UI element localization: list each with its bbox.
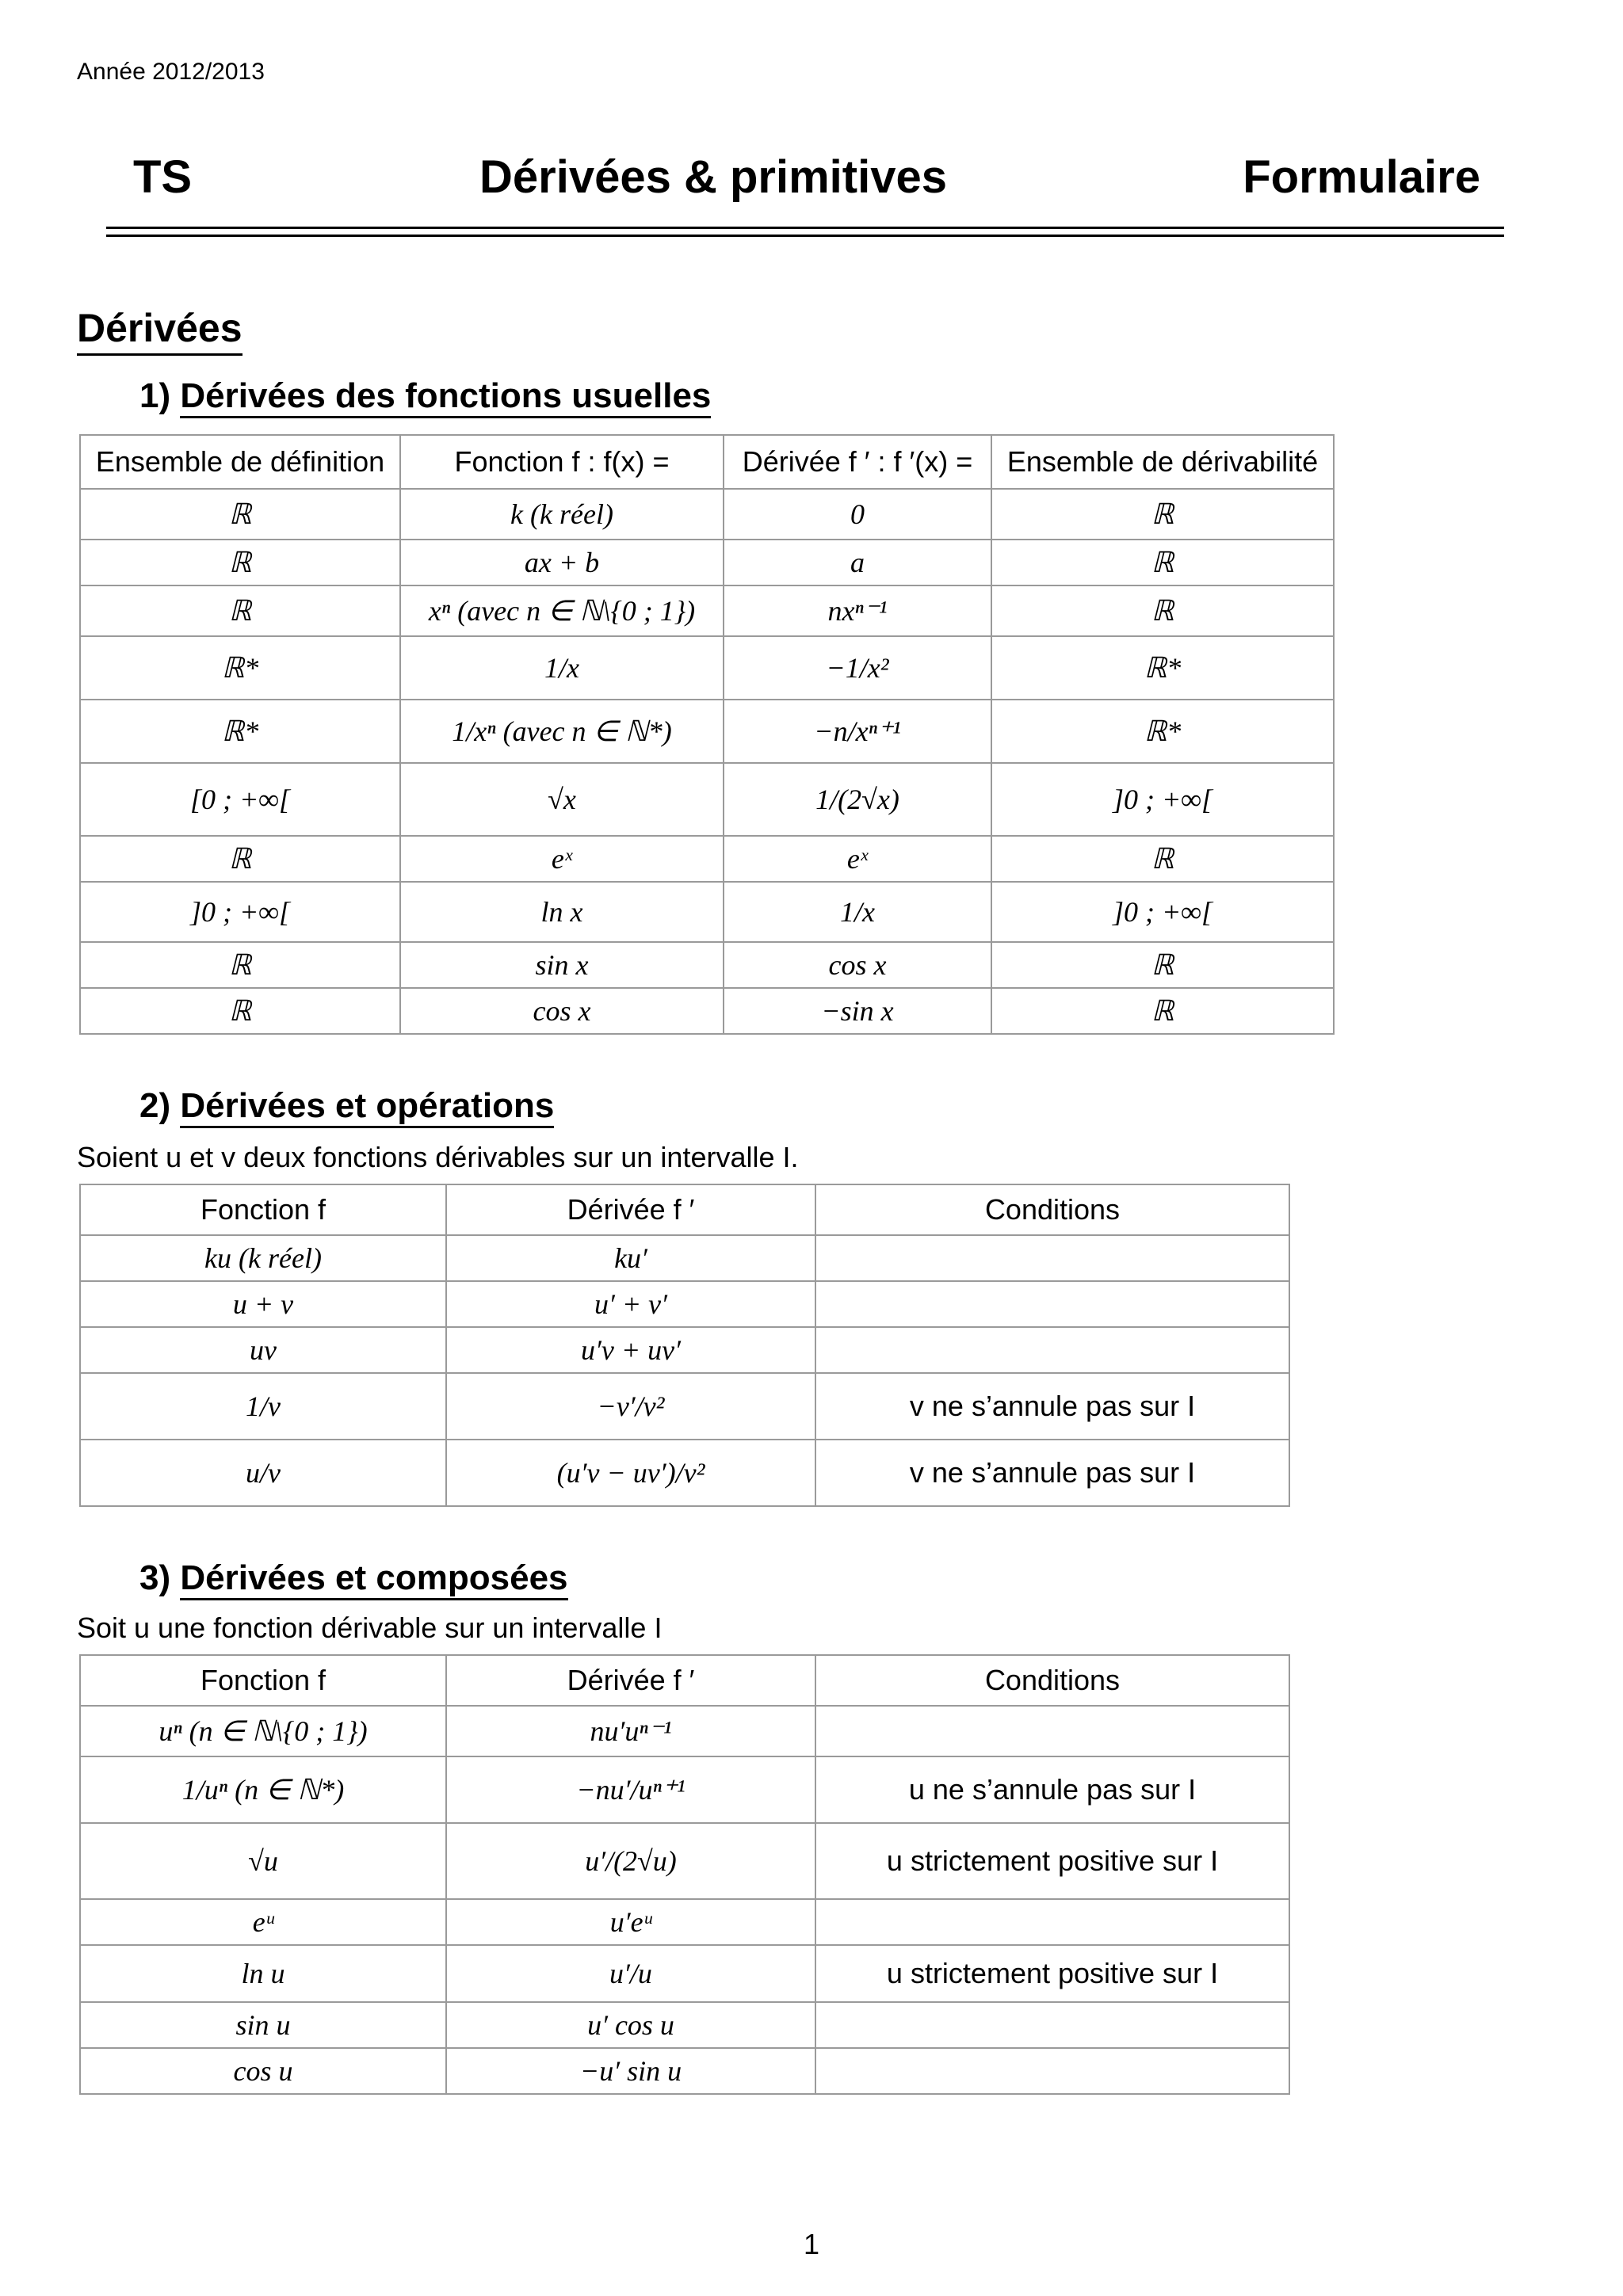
table-cell: eˣ xyxy=(400,836,724,882)
table-cell: 1/uⁿ (n ∈ ℕ*) xyxy=(80,1756,446,1823)
table-cell: 1/v xyxy=(80,1373,446,1440)
table-cell: ℝ* xyxy=(991,636,1334,700)
table-row xyxy=(80,489,1334,540)
column-header: Ensemble de définition xyxy=(80,435,400,489)
table-row xyxy=(80,1327,1289,1373)
table-cell: 0 xyxy=(724,489,991,540)
subsection-2-heading xyxy=(139,1085,554,1127)
column-header: Dérivée f ′ xyxy=(446,1655,815,1706)
table-cell: ℝ* xyxy=(80,636,400,700)
table-cell xyxy=(815,1281,1289,1327)
table-row xyxy=(80,1235,1289,1281)
column-header: Fonction f xyxy=(80,1655,446,1706)
table-cell: u′v + uv′ xyxy=(446,1327,815,1373)
table-cell: [0 ; +∞[ xyxy=(80,763,400,836)
table-cell: 1/x xyxy=(724,882,991,942)
column-header: Conditions xyxy=(815,1655,1289,1706)
table-row xyxy=(80,540,1334,585)
page-number: 1 xyxy=(803,2228,820,2260)
table-cell: ]0 ; +∞[ xyxy=(991,763,1334,836)
subsection-title: Dérivées et opérations xyxy=(180,1086,554,1128)
table-cell: 1/x xyxy=(400,636,724,700)
table-row xyxy=(80,836,1334,882)
subsection-number: 3) xyxy=(139,1558,171,1597)
table-cell xyxy=(815,1899,1289,1945)
table-cell: √x xyxy=(400,763,724,836)
table-cell xyxy=(815,1327,1289,1373)
table-cell: u strictement positive sur I xyxy=(815,1823,1289,1899)
table-cell: ℝ xyxy=(991,836,1334,882)
column-header: Ensemble de dérivabilité xyxy=(991,435,1334,489)
table-cell xyxy=(815,2002,1289,2048)
table-cell: ]0 ; +∞[ xyxy=(80,882,400,942)
table-row xyxy=(80,636,1334,700)
table-cell: −1/x² xyxy=(724,636,991,700)
table-row xyxy=(80,1899,1289,1945)
column-header: Dérivée f ′ xyxy=(446,1184,815,1235)
table-cell: cos x xyxy=(400,988,724,1034)
year-label: Année 2012/2013 xyxy=(77,59,265,85)
table-cell: sin x xyxy=(400,942,724,988)
subsection-title: Dérivées des fonctions usuelles xyxy=(180,376,711,418)
table-row xyxy=(80,1823,1289,1899)
page-title: Dérivées & primitives xyxy=(479,151,947,203)
column-header: Fonction f : f(x) = xyxy=(400,435,724,489)
table-cell: a xyxy=(724,540,991,585)
table-cell: ℝ xyxy=(80,988,400,1034)
subsection-number: 1) xyxy=(139,376,171,415)
table-row xyxy=(80,2048,1289,2094)
table-row xyxy=(80,942,1334,988)
table-cell: (u′v − uv′)/v² xyxy=(446,1440,815,1506)
table-cell: ln u xyxy=(80,1945,446,2002)
table-row xyxy=(80,1281,1289,1327)
table-header-row xyxy=(80,1655,1289,1706)
table-cell: u/v xyxy=(80,1440,446,1506)
table-cell: ku′ xyxy=(446,1235,815,1281)
intro-text: Soient u et v deux fonctions dérivables sur un intervalle I. xyxy=(77,1141,799,1173)
table-cell xyxy=(815,2048,1289,2094)
table-cell: ]0 ; +∞[ xyxy=(991,882,1334,942)
table-cell: eᵘ xyxy=(80,1899,446,1945)
subsection-number: 2) xyxy=(139,1086,171,1125)
table-cell: ℝ xyxy=(80,942,400,988)
table-cell: u′/(2√u) xyxy=(446,1823,815,1899)
table-cell: −nu′/uⁿ⁺¹ xyxy=(446,1756,815,1823)
table-row xyxy=(80,763,1334,836)
column-header: Fonction f xyxy=(80,1184,446,1235)
table-cell: u ne s’annule pas sur I xyxy=(815,1756,1289,1823)
table-cell: uv xyxy=(80,1327,446,1373)
column-header: Dérivée f ′ : f ′(x) = xyxy=(724,435,991,489)
operations-table xyxy=(79,1184,1290,1507)
table-cell xyxy=(815,1235,1289,1281)
intro-text: Soit u une fonction dérivable sur un intervalle I xyxy=(77,1611,663,1644)
table-cell: ℝ xyxy=(80,489,400,540)
class-label: TS xyxy=(133,151,193,203)
table-cell: −v′/v² xyxy=(446,1373,815,1440)
usual-derivatives-table xyxy=(79,434,1335,1035)
header-rule xyxy=(106,227,1504,229)
table-cell: −n/xⁿ⁺¹ xyxy=(724,700,991,763)
table-row xyxy=(80,882,1334,942)
table-cell: uⁿ (n ∈ ℕ\{0 ; 1}) xyxy=(80,1706,446,1756)
table-cell xyxy=(815,1706,1289,1756)
table-row xyxy=(80,1706,1289,1756)
table-cell: v ne s’annule pas sur I xyxy=(815,1373,1289,1440)
table-row xyxy=(80,700,1334,763)
section-title: Dérivées xyxy=(77,306,242,356)
table-cell: u′ + v′ xyxy=(446,1281,815,1327)
table-cell: ln x xyxy=(400,882,724,942)
table-cell: u′/u xyxy=(446,1945,815,2002)
table-cell: ℝ xyxy=(991,942,1334,988)
column-header: Conditions xyxy=(815,1184,1289,1235)
table-cell: xⁿ (avec n ∈ ℕ\{0 ; 1}) xyxy=(400,585,724,636)
table-row xyxy=(80,2002,1289,2048)
table-cell: −u′ sin u xyxy=(446,2048,815,2094)
table-cell: 1/xⁿ (avec n ∈ ℕ*) xyxy=(400,700,724,763)
table-cell: eˣ xyxy=(724,836,991,882)
table-cell: sin u xyxy=(80,2002,446,2048)
subsection-title: Dérivées et composées xyxy=(180,1558,567,1600)
table-cell: ℝ xyxy=(991,988,1334,1034)
header-rule xyxy=(106,235,1504,237)
table-row xyxy=(80,1756,1289,1823)
table-cell: ℝ xyxy=(80,540,400,585)
table-header-row xyxy=(80,1184,1289,1235)
table-cell: v ne s’annule pas sur I xyxy=(815,1440,1289,1506)
table-cell: cos u xyxy=(80,2048,446,2094)
table-cell: ax + b xyxy=(400,540,724,585)
table-cell: nxⁿ⁻¹ xyxy=(724,585,991,636)
table-row xyxy=(80,585,1334,636)
table-row xyxy=(80,988,1334,1034)
table-cell: u + v xyxy=(80,1281,446,1327)
table-row xyxy=(80,1945,1289,2002)
table-cell: ku (k réel) xyxy=(80,1235,446,1281)
table-header-row xyxy=(80,435,1334,489)
table-cell: u′eᵘ xyxy=(446,1899,815,1945)
table-cell: −sin x xyxy=(724,988,991,1034)
table-row xyxy=(80,1373,1289,1440)
table-cell: 1/(2√x) xyxy=(724,763,991,836)
compositions-table xyxy=(79,1654,1290,2095)
table-cell: √u xyxy=(80,1823,446,1899)
subsection-3-heading xyxy=(139,1558,568,1600)
doc-type-label: Formulaire xyxy=(1243,151,1480,203)
table-cell: k (k réel) xyxy=(400,489,724,540)
table-cell: ℝ xyxy=(991,540,1334,585)
table-cell: u′ cos u xyxy=(446,2002,815,2048)
table-cell: ℝ xyxy=(991,585,1334,636)
table-row xyxy=(80,1440,1289,1506)
subsection-1-heading xyxy=(139,376,711,418)
table-cell: cos x xyxy=(724,942,991,988)
table-cell: u strictement positive sur I xyxy=(815,1945,1289,2002)
table-cell: ℝ xyxy=(80,585,400,636)
table-cell: ℝ* xyxy=(80,700,400,763)
table-cell: ℝ* xyxy=(991,700,1334,763)
table-cell: ℝ xyxy=(991,489,1334,540)
table-cell: ℝ xyxy=(80,836,400,882)
table-cell: nu′uⁿ⁻¹ xyxy=(446,1706,815,1756)
